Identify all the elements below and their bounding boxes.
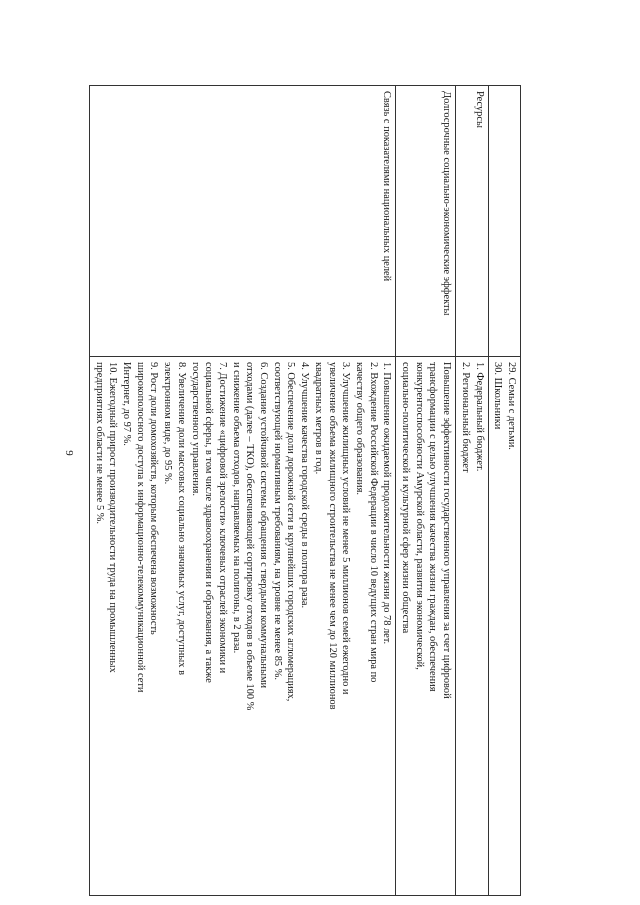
- row-value-line: социально-политической и культурной сфер жизни общества: [400, 362, 412, 634]
- row-value: [456, 357, 488, 896]
- row-value: [89, 357, 395, 896]
- row-value-line: конкурентоспособности Амурской области, развития экономической,: [413, 362, 425, 670]
- row-value-line: 1. Федеральный бюджет.: [473, 362, 485, 472]
- row-value-line: качеству общего образования.: [353, 362, 365, 495]
- table-row: [396, 86, 456, 896]
- table-row: [89, 86, 395, 896]
- page-number: 9: [63, 450, 75, 456]
- row-label-text: Долгосрочные социально-экономические эффекты: [441, 91, 453, 316]
- row-value-line: 7. Достижение «цифровой зрелости» ключевых отраслей экономики и: [216, 362, 228, 674]
- table-body: [89, 86, 520, 896]
- table-row: [456, 86, 488, 896]
- row-value-line: 3. Улучшение жилищных условий не менее 5 миллионов семей ежегодно и: [340, 362, 352, 695]
- row-value: [488, 357, 520, 896]
- row-value-line: 5. Обеспечение доли дорожной сети в крупнейших городских агломерациях,: [285, 362, 297, 702]
- row-value-line: 6. Создание устойчивой системы обращения с твердыми коммунальными: [258, 362, 270, 689]
- row-value-line: 2. Региональный бюджет: [459, 362, 471, 473]
- row-value-line: 9. Рост доли домохозяйств, которым обеспечена возможность: [148, 362, 160, 635]
- row-value-line: Интернет, до 97 %.: [121, 362, 133, 446]
- row-label: [488, 86, 520, 357]
- table-row: [488, 86, 520, 896]
- row-value-line: Повышение эффективности государственного управления за счет цифровой: [441, 362, 453, 699]
- rotated-content: [93, 85, 521, 895]
- row-value-line: 4. Улучшение качества городской среды в полтора раза.: [299, 362, 311, 609]
- row-value: [396, 357, 456, 896]
- row-value-line: 10. Ежегодный прирост производительности труда на промышленных: [107, 362, 119, 673]
- row-value-line: 8. Увеличение доли массовых социально значимых услуг, доступных в: [175, 362, 187, 675]
- row-value-line: 29. Семьи с детьми.: [506, 362, 517, 450]
- row-value-line: электронном виде, до 95 %.: [162, 362, 174, 485]
- row-label: [396, 86, 456, 357]
- row-value-line: государственного управления.: [189, 362, 201, 496]
- row-label: [456, 86, 488, 357]
- row-value-line: 30. Школьники: [492, 362, 504, 430]
- row-value-line: социальной сферы, в том числе здравоохранения и образования, а также: [203, 362, 215, 683]
- row-value-line: широкополосного доступа к информационно-телекоммуникационной сети: [134, 362, 146, 693]
- row-label-text: Ресурсы: [473, 91, 485, 128]
- row-label-text: Связь с показателями национальных целей: [381, 91, 393, 282]
- passport-table: [89, 85, 521, 896]
- row-value-line: трансформации с целью улучшения качества жизни граждан, обеспечения: [427, 362, 439, 692]
- row-label: [89, 86, 395, 357]
- row-value-line: предприятиях области не менее 5 %.: [93, 362, 105, 525]
- row-value-line: соответствующей нормативным требованиям, на уровне не менее 85 %.: [271, 362, 283, 680]
- row-value-line: 1. Повышение ожидаемой продолжительности жизни до 78 лет.: [381, 362, 393, 645]
- row-value-line: 2. Вхождение Российской Федерации в число 10 ведущих стран мира по: [367, 362, 379, 683]
- row-value-line: увеличение объема жилищного строительства не менее чем до 120 миллионов: [326, 362, 338, 710]
- row-value-line: отходами (далее – ТКО), обеспечивающей сортировку отходов в объеме 100 %: [244, 362, 256, 711]
- row-value-line: и снижение объема отходов, направляемых на полигоны, в 2 раза.: [230, 362, 242, 654]
- row-value-line: квадратных метров в год.: [312, 362, 324, 475]
